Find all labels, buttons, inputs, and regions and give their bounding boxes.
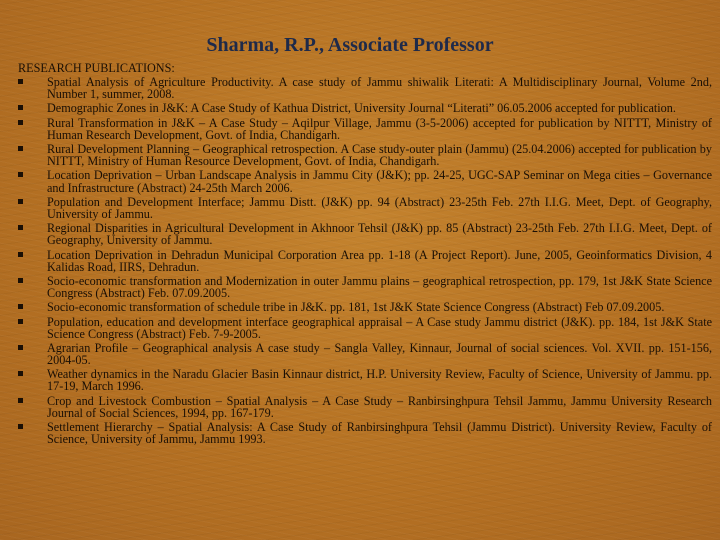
list-item xyxy=(18,196,712,220)
list-item xyxy=(18,395,712,419)
slide-content xyxy=(18,62,712,447)
publication-text: Location Deprivation in Dehradun Municipal Corporation Area pp. 1-18 (A Project Report). June, 2005, Geoinformatics Division, 4 Kalidas Road, IIRS, Dehradun. xyxy=(47,247,712,274)
publication-text: Location Deprivation – Urban Landscape Analysis in Jammu City (J&K); pp. 24-25, UGC-SAP Seminar on Mega cities – Governance and Infrastructure (Abstract) 24-25th March 2006. xyxy=(47,168,712,195)
publication-text: Weather dynamics in the Naradu Glacier Basin Kinnaur district, H.P. University Review, Faculty of Science, University of Jammu. pp. 17-19, March 1996. xyxy=(47,367,712,394)
publication-text: Socio-economic transformation and Modernization in outer Jammu plains – geographical retrospection, pp. 179, 1st J&K State Science Congress (Abstract) Feb. 07.09.2005. xyxy=(47,273,712,300)
publication-text: Population, education and development interface geographical appraisal – A Case study Jammu district (J&K). pp. 184, 1st J&K State Science Congress (Abstract) Feb. 7-9-2005. xyxy=(47,314,712,341)
list-item xyxy=(18,421,712,445)
list-item xyxy=(18,316,712,340)
publication-text: Spatial Analysis of Agriculture Productivity. A case study of Jammu shiwalik Literati: A Multidisciplinary Journal, Volume 2nd, Number 1, summer, 2008. xyxy=(47,75,712,102)
publication-text: Rural Development Planning – Geographical retrospection. A Case study-outer plain (Jammu) (25.04.2006) accepted for publication by NITTT, Ministry of Human Resource Development, Govt. of India, Chandigarh. xyxy=(47,142,712,169)
publication-text: Crop and Livestock Combustion – Spatial Analysis – A Case Study – Ranbirsinghpura Tehsil Jammu, Jammu University Research Journal of Social Sciences, 1994, pp. 167-179. xyxy=(47,393,712,420)
square-bullet-icon xyxy=(18,105,23,110)
square-bullet-icon xyxy=(18,225,23,230)
list-item xyxy=(18,222,712,246)
square-bullet-icon xyxy=(18,345,23,350)
square-bullet-icon xyxy=(18,120,23,125)
section-heading: RESEARCH PUBLICATIONS: xyxy=(18,61,175,75)
publication-text: Agrarian Profile – Geographical analysis A case study – Sangla Valley, Kinnaur, Journal of social sciences. Vol. XVII. pp. 151-156, 2004-05. xyxy=(47,340,712,368)
square-bullet-icon xyxy=(18,371,23,376)
publication-text: Population and Development Interface; Jammu Distt. (J&K) pp. 94 (Abstract) 23-25th Feb. 27th I.I.G. Meet, Dept. of Geography, University of Jammu. xyxy=(47,194,712,221)
square-bullet-icon xyxy=(18,199,23,204)
square-bullet-icon xyxy=(18,398,23,403)
list-item xyxy=(18,301,712,313)
list-item xyxy=(18,275,712,299)
list-item xyxy=(18,102,712,114)
list-item xyxy=(18,368,712,392)
square-bullet-icon xyxy=(18,319,23,324)
square-bullet-icon xyxy=(18,424,23,429)
list-item xyxy=(18,249,712,273)
publication-text: Socio-economic transformation of schedule tribe in J&K. pp. 181, 1st J&K State Science Congress (Abstract) Feb 07.09.2005. xyxy=(47,300,665,315)
list-item xyxy=(18,143,712,167)
square-bullet-icon xyxy=(18,252,23,257)
list-item xyxy=(18,76,712,100)
slide-title: Sharma, R.P., Associate Professor xyxy=(206,34,494,56)
square-bullet-icon xyxy=(18,146,23,151)
square-bullet-icon xyxy=(18,79,23,84)
square-bullet-icon xyxy=(18,304,23,309)
publication-text: Regional Disparities in Agricultural Development in Akhnoor Tehsil (J&K) pp. 85 (Abstract) 23-25th Feb. 27th I.I.G. Meet, Dept. of Geography, University of Jammu. xyxy=(47,221,712,248)
list-item xyxy=(18,169,712,193)
list-item xyxy=(18,117,712,141)
publication-text: Demographic Zones in J&K: A Case Study of Kathua District, University Journal “Literati” 06.05.2006 accepted for publication. xyxy=(47,101,676,116)
list-item xyxy=(18,342,712,366)
publications-list xyxy=(18,76,712,445)
square-bullet-icon xyxy=(18,172,23,177)
publication-text: Settlement Hierarchy – Spatial Analysis: A Case Study of Ranbirsinghpura Tehsil (Jammu District). University Review, Faculty of Science, University of Jammu, Jammu 1993. xyxy=(47,420,712,447)
publication-text: Rural Transformation in J&K – A Case Study – Aqilpur Village, Jammu (3-5-2006) accepted for publication by NITTT, Ministry of Human Research Development, Govt. of India, Chandigarh. xyxy=(47,115,712,142)
square-bullet-icon xyxy=(18,278,23,283)
